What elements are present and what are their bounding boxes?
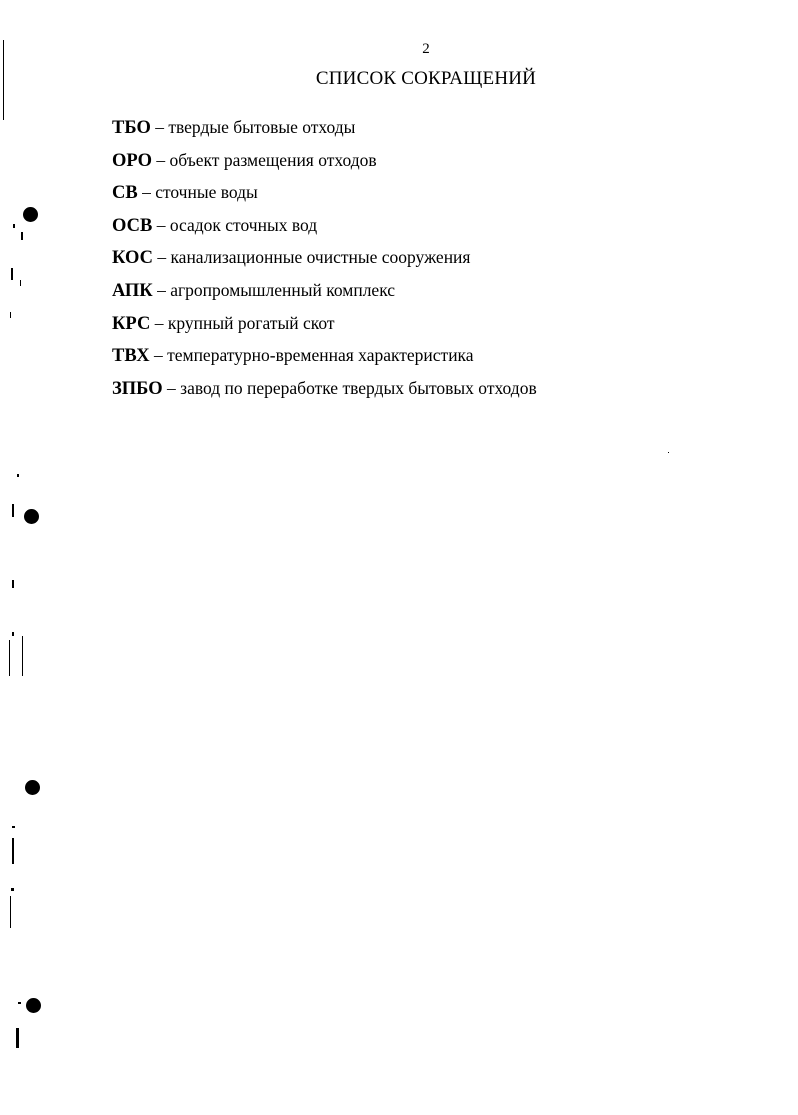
scan-mark [20,280,21,286]
scan-line [3,40,4,120]
scan-mark [21,232,23,240]
abbreviation-list [112,114,537,407]
abbreviation-term: КОС [112,248,153,269]
list-item [112,277,537,310]
list-item [112,244,537,277]
abbreviation-definition: – агропромышленный комплекс [152,279,396,300]
abbreviation-term: ТБО [112,118,151,138]
scan-mark [12,826,15,828]
list-item [112,342,537,375]
abbreviation-term: ОРО [112,150,152,171]
abbreviation-definition: – завод по переработке твердых бытовых отходов [162,377,537,398]
abbreviation-definition: – осадок сточных вод [152,214,318,235]
scan-mark [12,580,14,588]
scan-mark [668,452,669,453]
abbreviation-definition: – твердые бытовые отходы [150,117,356,137]
abbreviation-definition: – канализационные очистные сооружения [152,247,471,268]
abbreviation-term: ОСВ [112,215,153,236]
scan-mark [17,474,19,477]
list-item [112,147,537,180]
list-item [112,179,537,212]
scan-mark [12,838,14,864]
abbreviation-term: АПК [112,280,153,301]
punch-hole [25,780,40,795]
abbreviation-term: ТВХ [112,346,150,367]
scan-mark [10,312,11,318]
abbreviation-term: КРС [112,313,151,334]
scan-mark [10,896,11,928]
abbreviation-term: ЗПБО [112,378,163,399]
scan-mark [13,224,15,228]
scan-mark [18,1002,21,1004]
scan-mark [12,504,14,517]
list-item [112,375,537,408]
scan-mark [16,1028,19,1048]
list-item [112,212,537,245]
punch-hole [26,998,41,1013]
page-title: СПИСОК СОКРАЩЕНИЙ [315,68,537,89]
scan-mark [12,632,14,636]
scan-mark [9,640,10,676]
scan-mark [11,268,13,280]
scan-mark [22,636,23,676]
abbreviation-term: СВ [112,183,138,204]
abbreviation-definition: – сточные воды [137,182,258,203]
punch-hole [24,509,39,524]
abbreviation-definition: – крупный рогатый скот [150,312,335,333]
list-item [112,310,537,343]
abbreviation-definition: – температурно-временная характеристика [149,345,474,366]
punch-hole [23,207,38,222]
list-item [112,114,537,147]
abbreviation-definition: – объект размещения отходов [151,149,377,170]
page-number: 2 [422,41,430,57]
scan-mark [11,888,14,891]
